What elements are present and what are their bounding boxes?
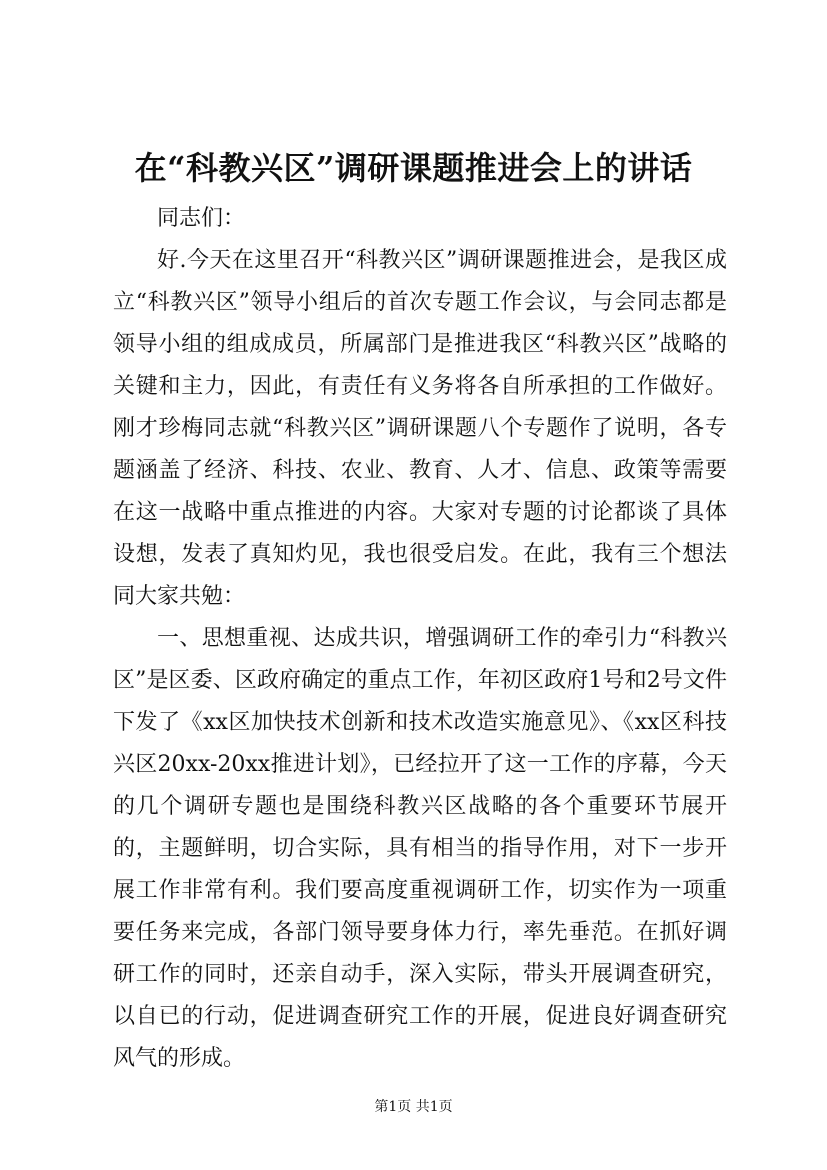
- salutation: 同志们：: [157, 206, 246, 231]
- document-title: 在“科教兴区”调研课题推进会上的讲话: [134, 149, 693, 187]
- paragraph-point-one: 一、思想重视、达成共识，增强调研工作的牵引力“科教兴区”是区委、区政府确定的重点工作，年初区政府1号和2号文件下发了《xx区加快技术创新和技术改造实施意见》、《xx区科技兴区20xx-20xx推进计划》，已经拉开了这一工作的序幕，今天的几个调研专题也是围绕科教兴区战略的各个重要环节展开的，主题鲜明，切合实际，具有相当的指导作用，对下一步开展工作非常有利。我们要高度重视调研工作，切实作为一项重要任务来完成，各部门领导要身体力行，率先垂范。在抓好调研工作的同时，还亲自动手，深入实际，带头开展调查研究，以自已的行动，促进调查研究工作的开展，促进良好调查研究风气的形成。: [113, 626, 727, 1071]
- paragraph-intro: 好.今天在这里召开“科教兴区”调研课题推进会，是我区成立“科教兴区”领导小组后的首次专题工作会议，与会同志都是领导小组的组成成员，所属部门是推进我区“科教兴区”战略的关键和主力，因此，有责任有义务将各自所承担的工作做好。刚才珍梅同志就“科教兴区”调研课题八个专题作了说明，各专题涵盖了经济、科技、农业、教育、人才、信息、政策等需要在这一战略中重点推进的内容。大家对专题的讨论都谈了具体设想，发表了真知灼见，我也很受启发。在此，我有三个想法同大家共勉：: [113, 248, 727, 609]
- document-body: [113, 198, 727, 1080]
- page-footer: 第1页 共1页: [374, 1099, 453, 1115]
